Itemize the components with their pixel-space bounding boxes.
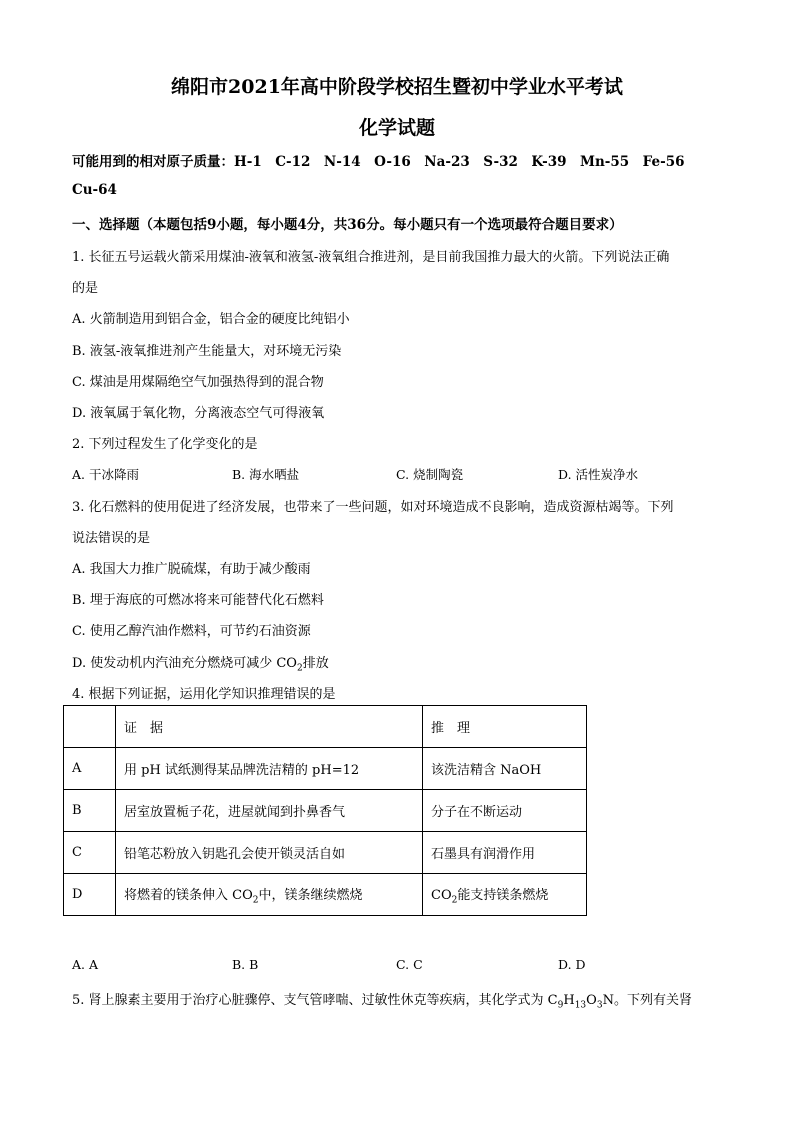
table-header-cell: 证 据 xyxy=(116,706,423,748)
row-label: C xyxy=(64,832,116,874)
row-reasoning: 该洗洁精含 NaOH xyxy=(423,748,587,790)
table-header-row xyxy=(64,706,587,748)
table-row xyxy=(64,748,587,790)
q1-stem-line2: 的是 xyxy=(72,281,99,296)
row-reasoning: $CO_2$能支持镁条燃烧 xyxy=(423,874,587,916)
evidence-table xyxy=(63,705,587,916)
q2-stem: 2. 下列过程发生了化学变化的是 xyxy=(72,437,258,452)
q1-option-b: B. 液氢-液氧推进剂产生能量大，对环境无污染 xyxy=(72,344,342,359)
q4-option-d: D. D xyxy=(558,957,586,972)
table-header-cell: 推 理 xyxy=(423,706,587,748)
section-heading: 一、选择题（本题包括9小题，每小题4分，共36分。每小题只有一个选项最符合题目要求） xyxy=(72,217,623,233)
page-title: 绵阳市2021年高中阶段学校招生暨初中学业水平考试 xyxy=(171,76,623,98)
q3-option-c: C. 使用乙醇汽油作燃料，可节约石油资源 xyxy=(72,624,311,639)
table-row xyxy=(64,874,587,916)
q4-option-b: B. B xyxy=(232,957,259,972)
row-evidence: 将燃着的镁条伸入 $CO_2$中，镁条继续燃烧 xyxy=(116,874,423,916)
row-reasoning: 石墨具有润滑作用 xyxy=(423,832,587,874)
q4-option-c: C. C xyxy=(396,957,423,972)
q1-stem-line1: 1. 长征五号运载火箭采用煤油-液氧和液氢-液氧组合推进剂，是目前我国推力最大的火箭。下列说法正确 xyxy=(72,250,670,265)
row-evidence: 居室放置栀子花，进屋就闻到扑鼻香气 xyxy=(116,790,423,832)
q2-option-a: A. 干冰降雨 xyxy=(72,467,139,482)
row-label: B xyxy=(64,790,116,832)
q3-stem-line1: 3. 化石燃料的使用促进了经济发展，也带来了一些问题，如对环境造成不良影响，造成资源枯竭等。下列 xyxy=(72,500,674,515)
row-evidence: 用 pH 试纸测得某品牌洗洁精的 pH=12 xyxy=(116,748,423,790)
q2-option-c: C. 烧制陶瓷 xyxy=(396,467,464,482)
q3-option-b: B. 埋于海底的可燃冰将来可能替代化石燃料 xyxy=(72,593,324,608)
q3-option-a: A. 我国大力推广脱硫煤，有助于减少酸雨 xyxy=(72,562,311,577)
row-evidence: 铅笔芯粉放入钥匙孔会使开锁灵活自如 xyxy=(116,832,423,874)
atomic-mass-line2: Cu-64 xyxy=(72,182,117,198)
q5-stem: 5. 肾上腺素主要用于治疗心脏骤停、支气管哮喘、过敏性休克等疾病，其化学式为 $C_9H_{13}O_3N$。下列有关肾 xyxy=(72,993,692,1011)
q2-option-b: B. 海水晒盐 xyxy=(232,467,300,482)
q3-option-d: D. 使发动机内汽油充分燃烧可减少 $CO_2$排放 xyxy=(72,656,329,674)
q1-option-c: C. 煤油是用煤隔绝空气加强热得到的混合物 xyxy=(72,375,324,390)
table-row xyxy=(64,832,587,874)
row-reasoning: 分子在不断运动 xyxy=(423,790,587,832)
q2-option-d: D. 活性炭净水 xyxy=(558,467,639,482)
q4-stem: 4. 根据下列证据，运用化学知识推理错误的是 xyxy=(72,687,336,702)
q1-option-a: A. 火箭制造用到铝合金，铝合金的硬度比纯铝小 xyxy=(72,312,350,327)
row-label: A xyxy=(64,748,116,790)
atomic-mass-line1: 可能用到的相对原子质量：H-1 C-12 N-14 O-16 Na-23 S-32 K-39 Mn-55 Fe-56 xyxy=(72,154,685,170)
q3-stem-line2: 说法错误的是 xyxy=(72,531,151,546)
table-header-cell xyxy=(64,706,116,748)
page-subtitle: 化学试题 xyxy=(358,117,435,139)
table-row xyxy=(64,790,587,832)
q4-option-a: A. A xyxy=(72,957,99,972)
q1-option-d: D. 液氧属于氧化物，分离液态空气可得液氧 xyxy=(72,406,325,421)
row-label: D xyxy=(64,874,116,916)
